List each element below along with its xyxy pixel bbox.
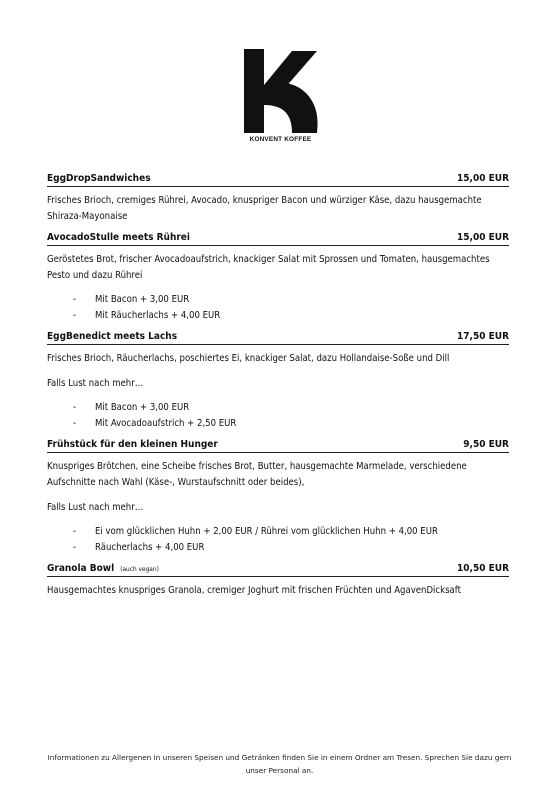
menu-item-price: 9,50 EUR (463, 439, 509, 450)
menu-item-price: 15,00 EUR (457, 232, 509, 243)
bullet-dash: - (73, 526, 77, 537)
menu-item-price: 10,50 EUR (457, 563, 509, 574)
bullet-dash: - (73, 402, 77, 413)
menu-item-price: 15,00 EUR (457, 173, 509, 184)
extra-option-label: Mit Bacon + 3,00 EUR (95, 402, 190, 413)
logo-wordmark: KONVENT KOFFEE (249, 136, 312, 143)
bullet-dash: - (73, 310, 77, 321)
menu-item-name: AvocadoStulle meets Rührei (47, 232, 190, 243)
extra-option-label: Ei vom glücklichen Huhn + 2,00 EUR / Rührei vom glücklichen Huhn + 4,00 EUR (95, 526, 438, 537)
menu-item-note: (auch vegan) (120, 565, 159, 573)
menu-item-description: Hausgemachtes knuspriges Granola, cremiger Joghurt mit frischen Früchten und AgavenDicksaft (47, 585, 461, 596)
menu-item-description: Geröstetes Brot, frischer Avocadoaufstrich, knackiger Salat mit Sprossen und Tomaten, hausgemachtes Pesto und dazu Rührei (47, 254, 490, 281)
menu-item-header (47, 330, 509, 345)
extra-option-label: Mit Bacon + 3,00 EUR (95, 294, 190, 305)
menu-item-name: Frühstück für den kleinen Hunger (47, 439, 218, 450)
menu-item (47, 330, 509, 432)
extra-option (47, 400, 509, 416)
menu-item-name: Granola Bowl (47, 563, 115, 574)
menu-item (47, 231, 509, 324)
extra-option (47, 524, 509, 540)
menu-item-header (47, 172, 509, 187)
menu-item-description: Knuspriges Brötchen, eine Scheibe frisches Brot, Butter, hausgemachte Marmelade, verschiedene Aufschnitte nach Wahl (Käse-, Wurstaufschnitt oder beides), (47, 461, 467, 488)
menu-item-name: EggDropSandwiches (47, 173, 151, 184)
extras-list (47, 524, 509, 556)
bullet-dash: - (73, 418, 77, 429)
allergen-footer-note: Informationen zu Allergenen in unseren Speisen und Getränken finden Sie in einem Ordner am Tresen. Sprechen Sie dazu gern unser Personal an. (47, 753, 512, 775)
extras-list (47, 292, 509, 324)
menu-list (47, 172, 509, 599)
extra-option (47, 540, 509, 556)
menu-item-header (47, 231, 509, 246)
menu-item (47, 562, 509, 599)
more-options-label: Falls Lust nach mehr… (47, 502, 144, 513)
menu-item-price: 17,50 EUR (457, 331, 509, 342)
menu-item-header (47, 438, 509, 453)
bullet-dash: - (73, 542, 77, 553)
konvent-koffee-logo (240, 49, 321, 147)
menu-item (47, 438, 509, 556)
extra-option (47, 308, 509, 324)
extra-option-label: Mit Avocadoaufstrich + 2,50 EUR (95, 418, 237, 429)
menu-item (47, 172, 509, 225)
k-logo-icon (240, 49, 321, 133)
menu-item-header (47, 562, 509, 577)
menu-item-description: Frisches Brioch, cremiges Rührei, Avocado, knuspriger Bacon und würziger Käse, dazu hausgemachte Shiraza-Mayonaise (47, 195, 482, 222)
extra-option-label: Mit Räucherlachs + 4,00 EUR (95, 310, 221, 321)
bullet-dash: - (73, 294, 77, 305)
extra-option-label: Räucherlachs + 4,00 EUR (95, 542, 205, 553)
extras-list (47, 400, 509, 432)
more-options-label: Falls Lust nach mehr… (47, 378, 144, 389)
menu-item-name: EggBenedict meets Lachs (47, 331, 178, 342)
extra-option (47, 292, 509, 308)
extra-option (47, 416, 509, 432)
menu-item-description: Frisches Brioch, Räucherlachs, poschiertes Ei, knackiger Salat, dazu Hollandaise-Soße und Dill (47, 353, 450, 364)
